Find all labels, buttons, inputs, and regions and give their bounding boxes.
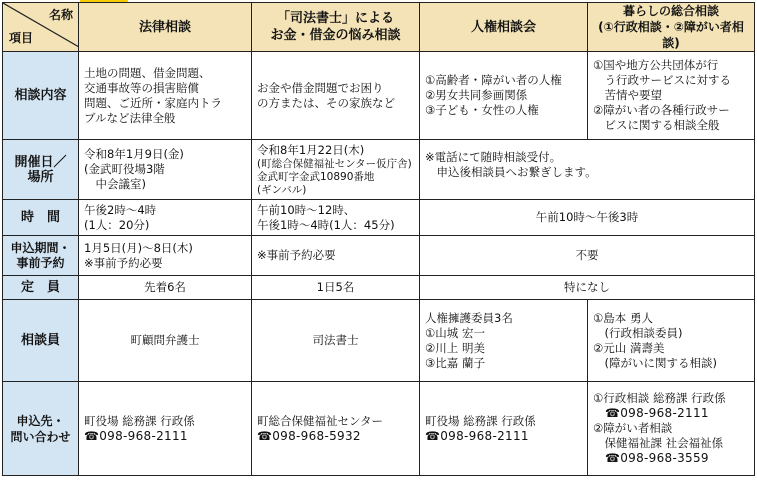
row-date [3, 140, 755, 200]
row-apply [3, 236, 755, 276]
cell-apply-merged: 不要 [420, 236, 755, 276]
consultation-table [2, 2, 755, 476]
corner-item-label: 項目 [9, 31, 34, 45]
row-contact [3, 382, 755, 476]
cell-time-merged: 午前10時～午後3時 [420, 200, 755, 236]
column-header-legal: 法律相談 [79, 3, 252, 52]
cell-apply-shiho: ※事前予約必要 [252, 236, 420, 276]
contact-shiho-org: 町総合保健福祉センター [257, 413, 384, 428]
cell-content-jinken: ①高齢者・障がい者の人権 ②男女共同参画関係 ③子ども・女性の人権 [420, 52, 588, 140]
row-header-apply: 申込期間・ 事前予約 [3, 236, 79, 276]
cell-content-kurashi: ①国や地方公共団体が行 う行政サービスに対する 苦情や要望 ②障がい者の各種行政サー ビスに関する相談全般 [588, 52, 755, 140]
cell-content-legal: 土地の問題、借金問題、 交通事故等の損害賠償 問題、ご近所・家庭内トラ ブルなど法律全般 [79, 52, 252, 140]
shiho-date: 令和8年1月22日(木) [257, 142, 365, 157]
contact-shiho-tel: ☎098-968-5932 [257, 428, 361, 443]
row-header-staff: 相談員 [3, 300, 79, 382]
corner-cell [3, 3, 79, 52]
cell-date-merged: ※電話にて随時相談受付。 申込後相談員へお繋ぎします。 [420, 140, 755, 200]
cell-contact-shiho [252, 382, 420, 476]
contact-jinken-tel: ☎098-968-2111 [425, 428, 529, 443]
cell-time-shiho: 午前10時～12時、 午後1時～4時(1人：45分) [252, 200, 420, 236]
row-header-contact: 申込先・ 問い合わせ [3, 382, 79, 476]
cell-staff-shiho: 司法書士 [252, 300, 420, 382]
cell-contact-kurashi [588, 382, 755, 476]
row-header-content: 相談内容 [3, 52, 79, 140]
row-time [3, 200, 755, 236]
cell-date-legal: 令和8年1月9日(金) (金武町役場3階 中会議室) [79, 140, 252, 200]
column-header-jinken: 人権相談会 [420, 3, 588, 52]
cell-time-legal: 午後2時～4時 (1人：20分) [79, 200, 252, 236]
cell-capacity-legal: 先着6名 [79, 276, 252, 300]
row-header-time: 時 間 [3, 200, 79, 236]
cell-staff-kurashi: ①島本 勇人 (行政相談委員) ②元山 満壽美 (障がいに関する相談) [588, 300, 755, 382]
contact-legal-tel: ☎098-968-2111 [84, 428, 188, 443]
cell-apply-legal: 1月5日(月)～8日(木) ※事前予約必要 [79, 236, 252, 276]
contact-kurashi-1-tel: ☎098-968-2111 [605, 406, 709, 420]
cell-date-shiho [252, 140, 420, 200]
contact-kurashi-2-tel: ☎098-968-3559 [605, 451, 709, 465]
shiho-place: (町総合保健福祉センター仮庁舎) 金武町字金武10890番地 (ギンバル) [257, 157, 412, 196]
contact-kurashi-1-org: ①行政相談 総務課 行政係 [593, 391, 726, 405]
cell-contact-legal [79, 382, 252, 476]
column-header-kurashi: 暮らしの総合相談 (①行政相談・②障がい者相談) [588, 3, 755, 52]
row-header-capacity: 定 員 [3, 276, 79, 300]
contact-jinken-org: 町役場 総務課 行政係 [425, 413, 536, 428]
cell-capacity-shiho: 1日5名 [252, 276, 420, 300]
cell-contact-jinken [420, 382, 588, 476]
cell-staff-jinken: 人権擁護委員3名 ①山城 宏一 ②川上 明美 ③比嘉 蘭子 [420, 300, 588, 382]
cell-capacity-merged: 特になし [420, 276, 755, 300]
row-capacity [3, 276, 755, 300]
cell-staff-legal: 町顧問弁護士 [79, 300, 252, 382]
column-header-shiho: 「司法書士」による お金・借金の悩み相談 [252, 3, 420, 52]
contact-kurashi-2-org: ②障がい者相談 保健福祉課 社会福祉係 [593, 421, 724, 450]
row-header-date: 開催日／ 場所 [3, 140, 79, 200]
contact-legal-org: 町役場 総務課 行政係 [84, 413, 195, 428]
header-row [3, 3, 755, 52]
row-content [3, 52, 755, 140]
cell-content-shiho: お金や借金問題でお困り の方または、その家族など [252, 52, 420, 140]
row-staff [3, 300, 755, 382]
corner-name-label: 名称 [48, 8, 73, 22]
